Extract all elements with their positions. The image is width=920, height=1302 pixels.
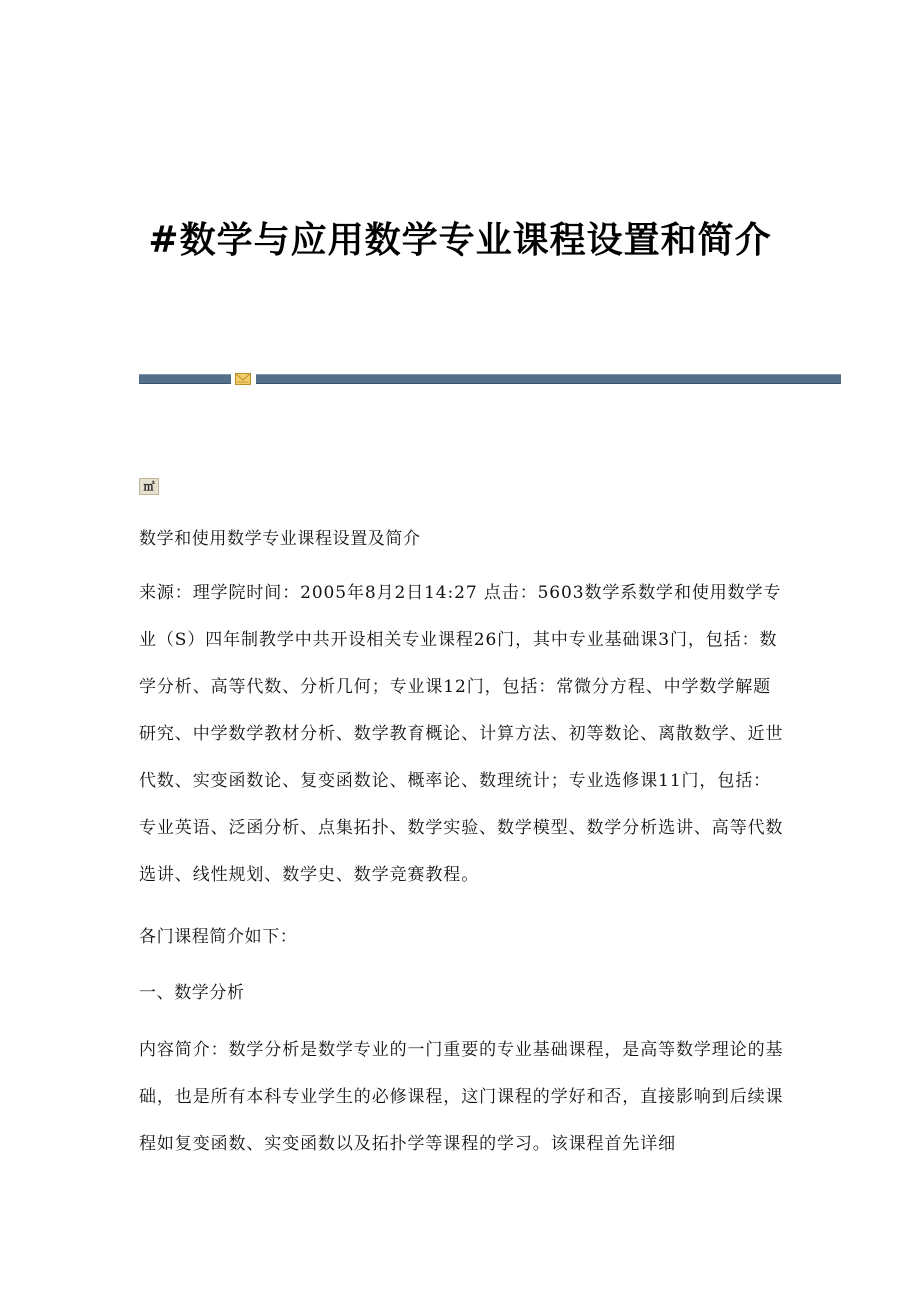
document-title: #数学与应用数学专业课程设置和简介 [148,219,772,261]
square-meter-symbol-icon: ㎡ [139,478,159,495]
title-divider-right [256,374,841,384]
subtitle: 数学和使用数学专业课程设置及简介 [139,529,421,549]
title-divider-left [139,374,231,384]
intro-heading: 各门课程简介如下： [139,927,298,947]
source-paragraph: 来源：理学院时间：2005年8月2日14:27 点击：5603数学系数学和使用数学专业（S）四年制教学中共开设相关专业课程26门，其中专业基础课3门，包括：数学分析、高等代数、分析几何；专业课12门，包括：常微分方程、中学数学解题研究、中学数学教材分析、数学教育概论、计算方法、初等数论、离散数学、近世代数、实变函数论、复变函数论、概率论、数理统计；专业选修课11门，包括：专业英语、泛函分析、点集拓扑、数学实验、数学模型、数学分析选讲、高等代数选讲、线性规划、数学史、数学竞赛教程。 [139,583,784,885]
envelope-icon [235,372,251,386]
section-heading-math-analysis: 一、数学分析 [139,983,245,1003]
section-content-math-analysis: 内容简介：数学分析是数学专业的一门重要的专业基础课程，是高等数学理论的基础，也是所有本科专业学生的必修课程，这门课程的学好和否，直接影响到后续课程如复变函数、实变函数以及拓扑学等课程的学习。该课程首先详细 [139,1040,784,1154]
